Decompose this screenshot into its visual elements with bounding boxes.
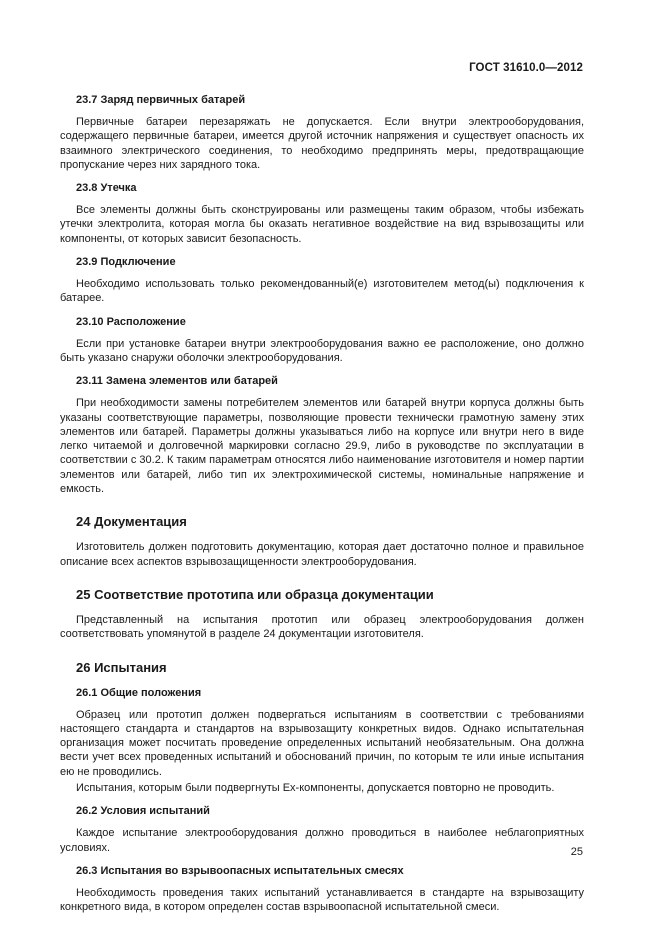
paragraph-24: Изготовитель должен подготовить документацию, которая дает достаточно полное и правильное описание всех аспектов взрывозащищенности электрооборудования. xyxy=(60,541,584,568)
paragraph-23-11: При необходимости замены потребителем элементов или батарей внутри корпуса должны быть указаны соответствующие параметры, позволяющие провести технически грамотную замену этих элементов или батарей. Параметры должны указываться либо на корпусе или внутри него в виде легко читаемой и долговечной маркировки согласно 29.9, либо в руководстве по эксплуатации в соответствии с 30.2. К таким параметрам относятся либо наименование изготовителя и номер партии элементов или батарей, либо тип их электрохимической системы, номинальные напряжение и емкость. xyxy=(60,397,584,496)
page-content xyxy=(60,93,584,924)
subsection-title-23-8: 23.8 Утечка xyxy=(76,182,137,195)
section-title-24: 24 Документация xyxy=(76,514,187,530)
paragraph-23-8: Все элементы должны быть сконструированы или размещены таким образом, чтобы избежать утечки электролита, которая могла бы оказать негативное воздействие на вид взрывозащиты или компоненты, от которых зависит безопасность. xyxy=(60,204,584,245)
paragraph-23-9: Необходимо использовать только рекомендованный(е) изготовителем метод(ы) подключения к батарее. xyxy=(60,278,584,305)
document-code: ГОСТ 31610.0—2012 xyxy=(469,62,583,74)
subsection-title-23-10: 23.10 Расположение xyxy=(76,315,186,328)
paragraph-26-2: Каждое испытание электрооборудования должно проводиться в наиболее неблагоприятных условиях. xyxy=(60,827,584,854)
paragraph-26-1-b: Испытания, которым были подвергнуты Ex-компоненты, допускается повторно не проводить. xyxy=(76,782,555,795)
section-title-26: 26 Испытания xyxy=(76,659,167,675)
section-title-25: 25 Соответствие прототипа или образца документации xyxy=(76,586,434,602)
paragraph-23-7: Первичные батареи перезаряжать не допускается. Если внутри электрооборудования, содержащего первичные батареи, имеется другой источник напряжения и существует опасность их взаимного электрического соединения, то необходимо предпринять меры, предотвращающие пропускание через них зарядного тока. xyxy=(60,116,584,171)
paragraph-23-10: Если при установке батареи внутри электрооборудования важно ее расположение, оно должно быть указано снаружи оболочки электрооборудования. xyxy=(60,337,584,364)
subsection-title-23-11: 23.11 Замена элементов или батарей xyxy=(76,375,278,388)
paragraph-25: Представленный на испытания прототип или образец электрооборудования должен соответствовать упомянутой в разделе 24 документации изготовителя. xyxy=(60,613,584,641)
subsection-title-23-9: 23.9 Подключение xyxy=(76,256,176,269)
subsection-title-26-1: 26.1 Общие положения xyxy=(76,686,202,699)
paragraph-26-3: Необходимость проведения таких испытаний устанавливается в стандарте на взрывозащиту конкретного вида, в котором определен состав взрывоопасной испытательной смеси. xyxy=(60,886,584,914)
page-number: 25 xyxy=(570,846,583,858)
subsection-title-23-7: 23.7 Заряд первичных батарей xyxy=(76,94,246,106)
subsection-title-26-3: 26.3 Испытания во взрывоопасных испытательных смесях xyxy=(76,864,404,877)
subsection-title-26-2: 26.2 Условия испытаний xyxy=(76,805,210,818)
paragraph-26-1-a: Образец или прототип должен подвергаться испытаниям в соответствии с требованиями настоящего стандарта и стандартов на взрывозащиту конкретных видов. Однако испытательная организация может посчитать проведение определенных испытаний необязательным. Она должна вести учет всех проведенных испытаний и обоснований причин, по которым те или иные испытания ею не проводились. xyxy=(60,708,584,778)
